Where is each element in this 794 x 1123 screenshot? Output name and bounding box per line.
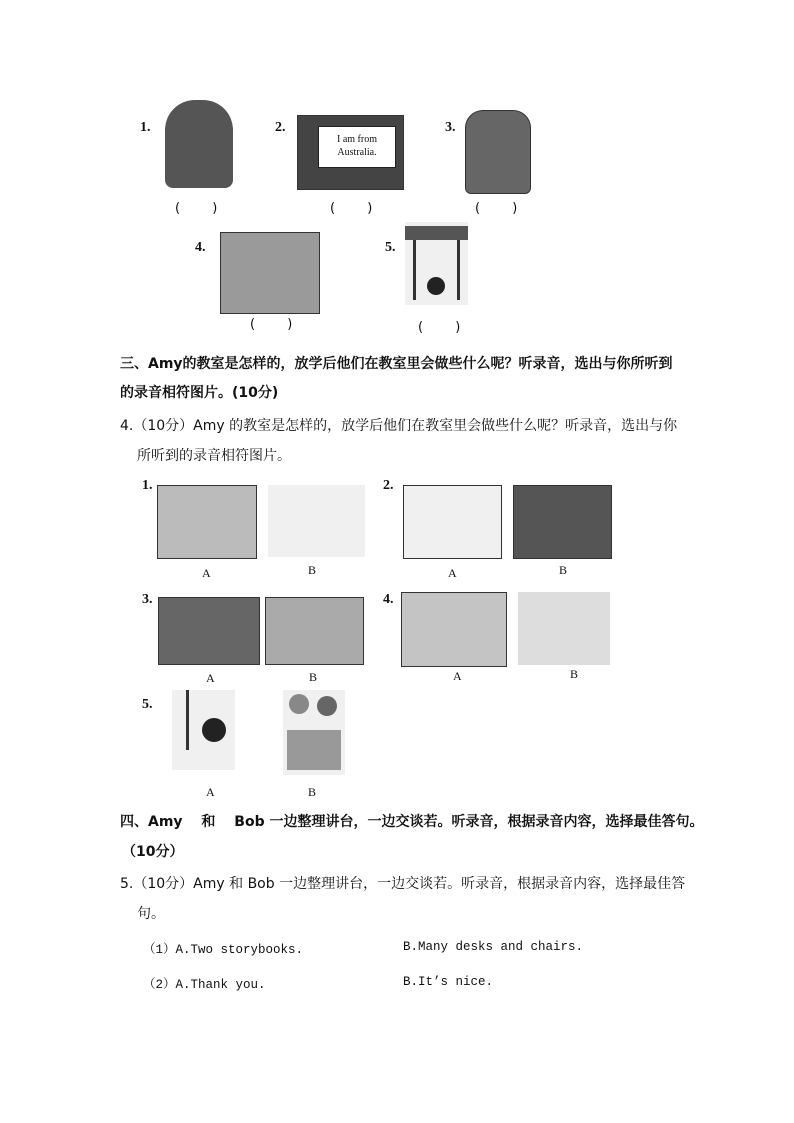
option-label: B — [308, 785, 317, 799]
picture-3b-eraser — [265, 597, 364, 665]
group-number: 5. — [142, 697, 153, 712]
picture-5b-kids-books — [283, 690, 345, 775]
item-number: 2. — [275, 120, 286, 135]
answer-blank[interactable]: ( ) — [330, 201, 387, 216]
option-label: A — [453, 669, 462, 683]
picture-4a-students-cleaning — [401, 592, 507, 667]
picture-panda-books — [220, 232, 320, 314]
section-4-heading: 四、Amy 和 Bob 一边整理讲台，一边交谈若。听录音，根据录音内容，选择最佳答句。 — [120, 814, 704, 830]
option-2a[interactable]: （2）A.Thank you. — [143, 978, 266, 992]
question-4-text-cont: 所听到的录音相符图片。 — [137, 448, 291, 464]
section-4-heading-cont: （10分） — [122, 844, 184, 860]
picture-1a-classroom — [157, 485, 257, 559]
answer-blank[interactable]: ( ) — [418, 320, 475, 335]
picture-5a-boy-window — [172, 690, 235, 770]
picture-boy — [165, 100, 233, 188]
option-label: B — [570, 667, 579, 681]
option-label: B — [559, 563, 568, 577]
picture-desk-panda — [405, 222, 468, 305]
picture-schoolbag — [465, 110, 531, 194]
option-label: B — [309, 670, 318, 684]
question-4-text: 4.（10分）Amy 的教室是怎样的，放学后他们在教室里会做些什么呢？听录音，选出与你 — [120, 418, 678, 434]
section-3-heading-cont: 的录音相符图片。(10分) — [120, 385, 279, 401]
answer-blank[interactable]: ( ) — [250, 317, 307, 332]
option-1a[interactable]: （1）A.Two storybooks. — [143, 943, 304, 957]
question-5-text-cont: 句。 — [137, 906, 165, 922]
picture-teacher-board — [297, 115, 404, 190]
board-text: I am from Australia. — [318, 126, 396, 168]
option-label: A — [206, 671, 215, 685]
item-number: 3. — [445, 120, 456, 135]
option-label: B — [308, 563, 317, 577]
group-number: 3. — [142, 592, 153, 607]
picture-4b-students-reading — [518, 592, 610, 665]
group-number: 2. — [383, 478, 394, 493]
option-label: A — [206, 785, 215, 799]
option-2b[interactable]: B.It’s nice. — [403, 975, 494, 989]
option-1b[interactable]: B.Many desks and chairs. — [403, 940, 584, 954]
item-number: 5. — [385, 240, 396, 255]
picture-1b-teacher — [268, 485, 365, 557]
option-label: A — [448, 566, 457, 580]
picture-2a-windows — [403, 485, 502, 559]
item-number: 1. — [140, 120, 151, 135]
picture-3a-teacher-board — [158, 597, 260, 665]
answer-blank[interactable]: ( ) — [175, 201, 232, 216]
item-number: 4. — [195, 240, 206, 255]
picture-2b-wall — [513, 485, 612, 559]
group-number: 1. — [142, 478, 153, 493]
answer-blank[interactable]: ( ) — [475, 201, 532, 216]
section-3-heading: 三、Amy的教室是怎样的，放学后他们在教室里会做些什么呢？听录音，选出与你所听到 — [120, 356, 673, 372]
group-number: 4. — [383, 592, 394, 607]
option-label: A — [202, 566, 211, 580]
question-5-text: 5.（10分）Amy 和 Bob 一边整理讲台，一边交谈若。听录音，根据录音内容，选择最佳答 — [120, 876, 686, 892]
